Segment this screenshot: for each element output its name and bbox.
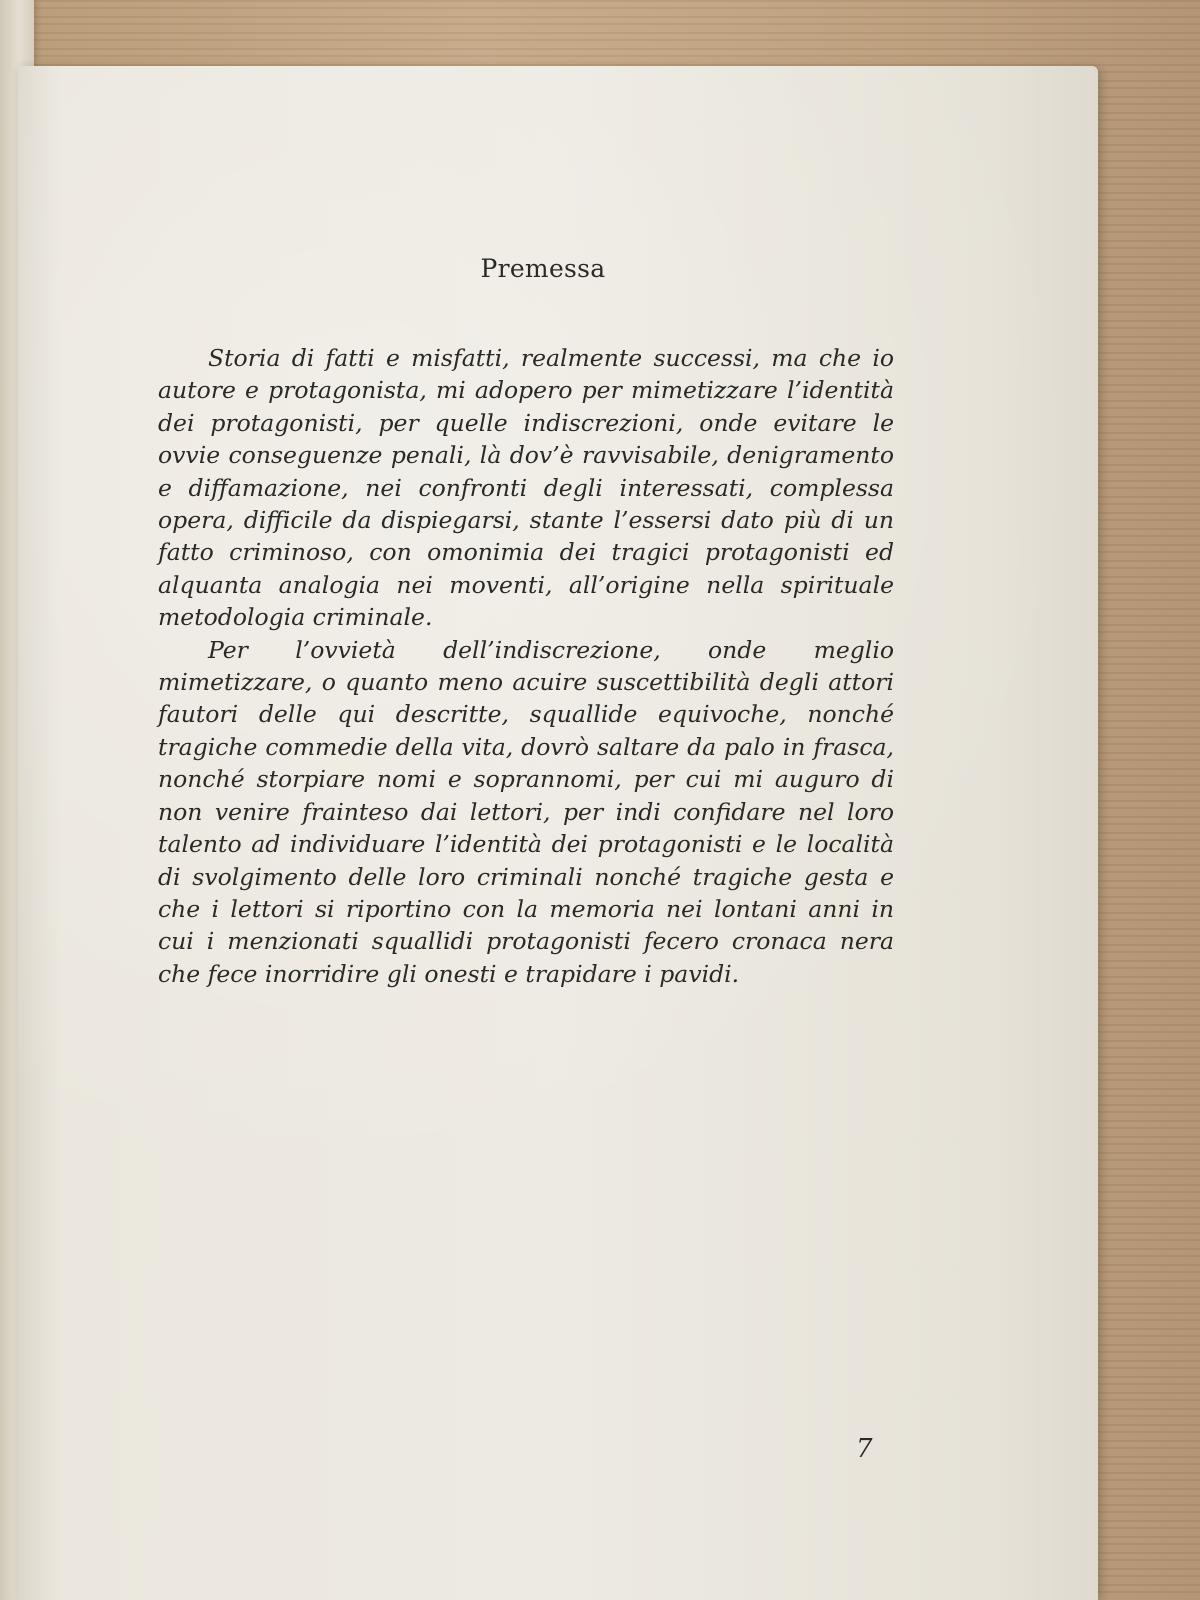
body-text	[158, 342, 894, 990]
book-page	[18, 66, 1098, 1600]
page-title: Premessa	[480, 254, 606, 283]
paragraph-1: Storia di fatti e misfatti, realmente successi, ma che io autore e protagonista, mi adopero per mimetizzare l’identità dei protagonisti, per quelle indiscrezioni, onde evitare le ovvie conseguenze penali, là dov’è ravvisabile, denigramento e diffamazione, nei confronti degli interessati, complessa opera, difficile da dispiegarsi, stante l’essersi dato più di un fatto criminoso, con omonimia dei tragici protagonisti ed alquanta analogia nei moventi, all’origine nella spirituale metodologia criminale.	[158, 344, 894, 632]
page-number: 7	[856, 1434, 873, 1464]
paragraph-2: Per l’ovvietà dell’indiscrezione, onde meglio mimetizzare, o quanto meno acuire suscettibilità degli attori fautori delle qui descritte, squallide equivoche, nonché tragiche commedie della vita, dovrò saltare da palo in frasca, nonché storpiare nomi e soprannomi, per cui mi auguro di non venire frainteso dai lettori, per indi confidare nel loro talento ad individuare l’identità dei protagonisti e le località di svolgimento delle loro criminali nonché tragiche gesta e che i lettori si riportino con la memoria nei lontani anni in cui i menzionati squallidi protagonisti fecero cronaca nera che fece inorridire gli onesti e trapidare i pavidi.	[158, 635, 894, 988]
